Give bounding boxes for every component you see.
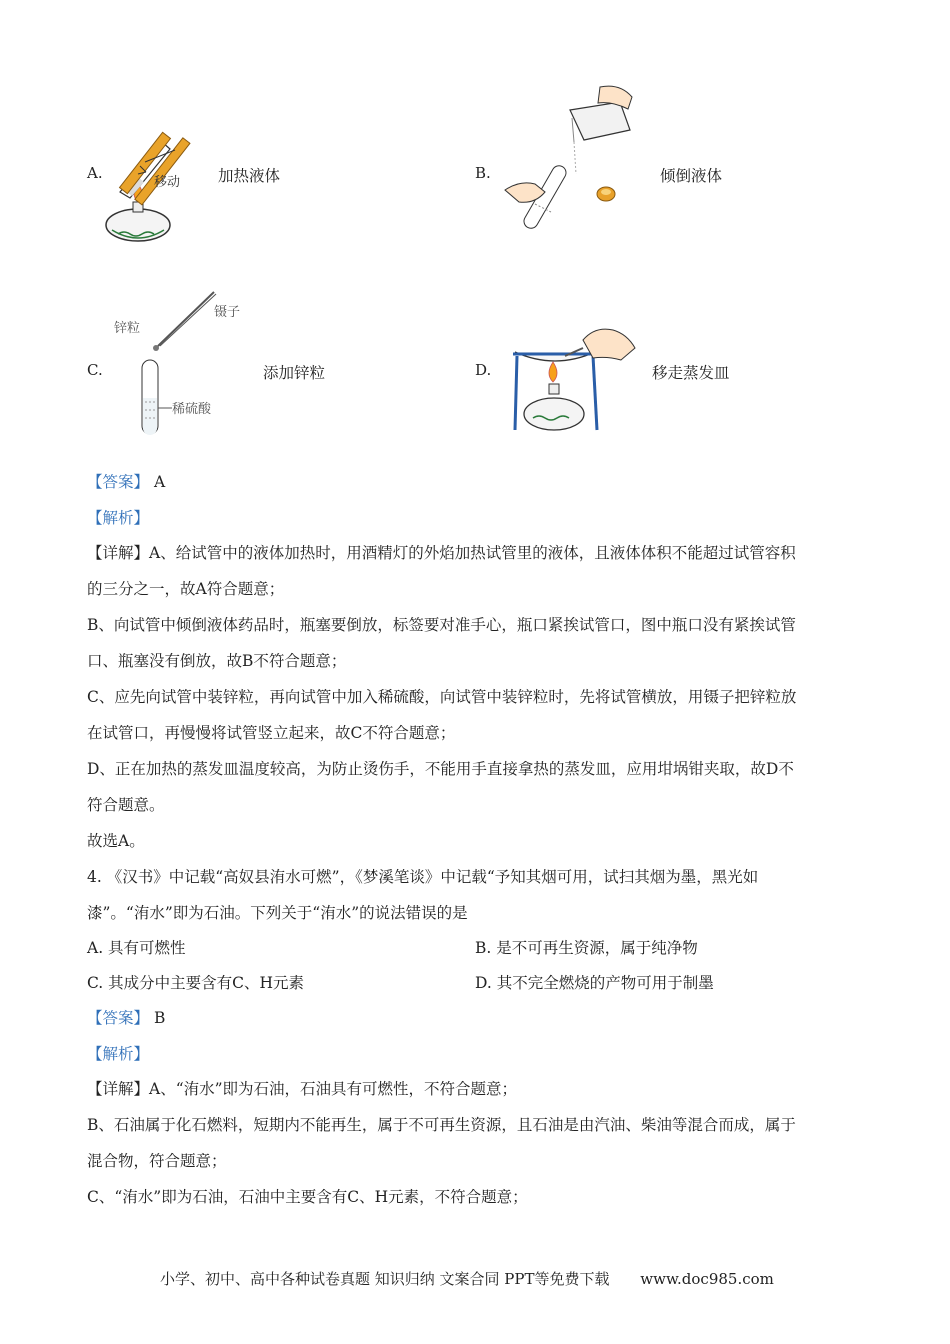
- q3-text-3: B、向试管中倾倒液体药品时，瓶塞要倒放，标签要对准手心，瓶口紧挨试管口，图中瓶口没有紧挨试管: [87, 616, 796, 634]
- q4-text-4: C、“洧水”即为石油，石油中主要含有C、H元素，不符合题意；: [87, 1188, 528, 1206]
- q3-detail-tag: 【详解】: [87, 544, 150, 562]
- q4-analysis-tag: 【解析】: [87, 1045, 150, 1063]
- q4-answer-line: [87, 1006, 165, 1028]
- heating-liquid-figure: [100, 122, 210, 247]
- q3-text-9: 故选A。: [87, 832, 145, 850]
- q4-text-3: 混合物，符合题意；: [87, 1152, 227, 1170]
- q3-detail-line-1: [87, 541, 796, 563]
- q3-answer: A: [153, 473, 166, 491]
- option-b-label: B.: [475, 164, 491, 182]
- option-c-caption: 添加锌粒: [263, 364, 326, 382]
- q3-text-5: C、应先向试管中装锌粒，再向试管中加入稀硫酸，向试管中装锌粒时，先将试管横放，用镊子把锌粒放: [87, 688, 797, 706]
- q4-answer-tag: 【答案】: [87, 1009, 150, 1027]
- tweezers-label: 镊子: [214, 305, 241, 320]
- pouring-liquid-figure: [500, 82, 650, 242]
- q4-option-b: B. 是不可再生资源，属于纯净物: [475, 939, 698, 957]
- adding-zinc-figure: [110, 280, 260, 440]
- option-a-caption: 加热液体: [218, 167, 281, 185]
- q4-option-d: D. 其不完全燃烧的产物可用于制墨: [475, 974, 714, 992]
- option-d-caption: 移走蒸发皿: [652, 364, 730, 382]
- option-c-label: C.: [87, 361, 103, 379]
- q4-text-2: B、石油属于化石燃料，短期内不能再生，属于不可再生资源，且石油是由汽油、柴油等混合而成，属于: [87, 1116, 796, 1134]
- q3-text-1: A、给试管中的液体加热时，用酒精灯的外焰加热试管里的液体，且液体体积不能超过试管容积: [149, 544, 796, 562]
- q3-text-2: 的三分之一，故A符合题意；: [87, 580, 285, 598]
- q3-text-7: D、正在加热的蒸发皿温度较高，为防止烫伤手，不能用手直接拿热的蒸发皿，应用坩埚钳夹取，故D不: [87, 760, 794, 778]
- move-annotation: 移动: [154, 175, 181, 190]
- q3-answer-tag: 【答案】: [87, 473, 150, 491]
- footer-link[interactable]: www.doc985.com: [640, 1270, 774, 1288]
- q4-option-a: A. 具有可燃性: [87, 939, 186, 957]
- q3-text-6: 在试管口，再慢慢将试管竖立起来，故C不符合题意；: [87, 724, 456, 742]
- moving-evaporating-dish-figure: [505, 318, 645, 440]
- zinc-label: 锌粒: [114, 321, 141, 336]
- q3-text-4: 口、瓶塞没有倒放，故B不符合题意；: [87, 652, 347, 670]
- q4-text-1: A、“洧水”即为石油，石油具有可燃性，不符合题意；: [149, 1080, 518, 1098]
- q4-detail-tag: 【详解】: [87, 1080, 150, 1098]
- q4-stem-line-2: 漆”。“洧水”即为石油。下列关于“洧水”的说法错误的是: [87, 904, 468, 922]
- q4-option-c: C. 其成分中主要含有C、H元素: [87, 974, 305, 992]
- option-b-caption: 倾倒液体: [660, 167, 723, 185]
- option-a-label: A.: [87, 164, 103, 182]
- q4-answer: B: [153, 1009, 166, 1027]
- footer-text: 小学、初中、高中各种试卷真题 知识归纳 文案合同 PPT等免费下载: [160, 1270, 610, 1288]
- q3-answer-line: [87, 470, 165, 492]
- page-footer: [160, 1268, 774, 1289]
- sulfuric-acid-label: 稀硫酸: [172, 402, 212, 417]
- q4-detail-line-1: [87, 1077, 517, 1099]
- q3-text-8: 符合题意。: [87, 796, 165, 814]
- q3-analysis-tag: 【解析】: [87, 509, 150, 527]
- q4-stem-line-1: 4. 《汉书》中记载“高奴县洧水可燃”，《梦溪笔谈》中记载“予知其烟可用，试扫其烟为墨，黑光如: [87, 868, 759, 886]
- option-d-label: D.: [475, 361, 492, 379]
